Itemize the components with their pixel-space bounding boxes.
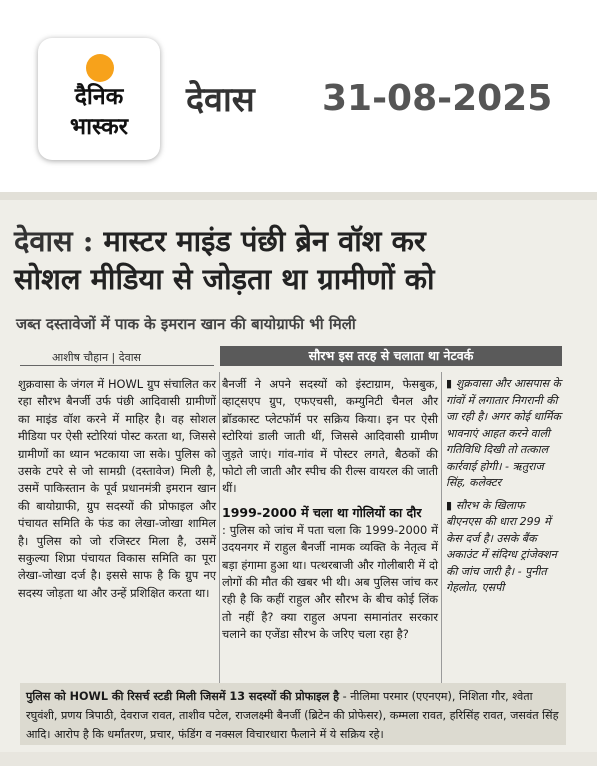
clipping-edge (0, 192, 597, 200)
byline-rule (20, 365, 214, 366)
sp-quote-text: सौरभ के खिलाफ बीएनएस की धारा 299 में केस दर्ज है। उसके बैंक अकाउंट में संदिग्ध ट्रांजेक्शन की जांच जारी है। - पुनीत गेहलोत, एसपी (446, 498, 557, 594)
headline-line-1-text: मास्टर माइंड पंछी ब्रेन वॉश कर (93, 224, 426, 258)
quote-bullet-icon: ▮ (446, 498, 456, 512)
byline: आशीष चौहान | देवास (52, 351, 141, 364)
collector-quote-text: शुक्रवासा और आसपास के गांवों में लगातार निगरानी की जा रही है। अगर कोई धार्मिक भावनाएं आहत करने वाली गतिविधि दिखी तो तत्काल कार्रवाई होगी। - ऋतुराज सिंह, कलेक्टर (446, 377, 561, 489)
dainik-bhaskar-logo[interactable] (38, 38, 160, 160)
sp-quote (446, 498, 562, 597)
quote-column (446, 376, 562, 603)
headline-prefix: देवास : (14, 224, 94, 258)
quote-bullet-icon: ▮ (446, 377, 456, 390)
footer-text: - नीलिमा परमार (एएनएम), निशिता गौर, श्वेता रघुवंशी, प्रणय त्रिपाठी, देवराज रावत, ताशीव पटेल, राजलक्ष्मी बैनर्जी (ब्रिटेन की प्रोफेसर), कम्मला रावत, हरिसिंह रावत, जसवंत सिंह आदि। आरोप है कि धर्मांतरण, प्रचार, फंडिंग व नक्सल विचारधारा फैलाने में ये सक्रिय रहे। (26, 690, 559, 741)
footer-box (20, 683, 566, 745)
headline-line-2: सोशल मीडिया से जोड़ता था ग्रामीणों को (14, 262, 435, 296)
logo-text-line1: दैनिक (74, 84, 124, 110)
article-column-1: शुक्रवासा के जंगल में HOWL ग्रुप संचालित कर रहा सौरभ बैनर्जी उर्फ पंछी आदिवासी ग्रामीणों का माइंड वॉश करने में माहिर है। वह सोशल मीडिया पर ऐसी स्टोरियां पोस्ट करता था, जिससे ग्रामीणों का ध्यान भटकाया जा सके। पुलिस को उसके टपरे से जो सामग्री (दस्तावेज) मिली है, उसमें पाकिस्तान के पूर्व प्रधानमंत्री इमरान खान की बायोग्राफी, ग्रुप सदस्यों की प्रोफाइल और पंचायत समिति के फंड का लेखा-जोखा शामिल है। पुलिस को जो रजिस्टर मिला है, उसमें सकुल्या शिप्रा पंचायत विकास समिति का पूरा लेखा-जोखा दर्ज है। इससे साफ है कि ग्रुप नए सदस्य जोड़ता था और उन्हें प्रशिक्षित करता था। (18, 377, 216, 600)
edition-city: देवास (186, 80, 255, 120)
section-banner: सौरभ इस तरह से चलाता था नेटवर्क (220, 346, 562, 366)
article-column-2 (222, 376, 438, 644)
footer-bold-text: पुलिस को HOWL की रिसर्च स्टडी मिली जिसमें 13 सदस्यों की प्रोफाइल है (26, 690, 340, 703)
column-divider (219, 372, 220, 684)
sun-icon (86, 54, 114, 82)
headline-line-1 (14, 224, 589, 258)
bottom-strip (0, 752, 597, 766)
edition-date: 31-08-2025 (322, 78, 553, 119)
column-2-paragraph-2: : पुलिस को जांच में पता चला कि 1999-2000 में उदयनगर में राहुल बैनर्जी नामक व्यक्ति के नेतृत्व में बड़ा हंगामा हुआ था। पत्थरबाजी और गोलीबारी में दो लोगों की मौत की खबर भी थी। अब पुलिस जांच कर रही है कि कहीं राहुल और सौरभ के बीच कोई लिंक तो नहीं है? क्या राहुल अपना समानांतर सरकार चलाने का एजेंडा सौरभ के जरिए चला रहा है? (222, 522, 438, 642)
app-header (0, 0, 597, 192)
column-2-paragraph-1: बैनर्जी ने अपने सदस्यों को इंस्टाग्राम, फेसबुक, व्हाट्सएप ग्रुप, एफएचसी, कम्युनिटी चैनल और ब्रॉडकास्ट प्लेटफॉर्म पर सक्रिय किया। इन पर ऐसी स्टोरियां डाली जाती थीं, जिससे आदिवासी ग्रामीण जुड़ते जाएं। गांव-गांव में पोस्टर लगते, बैठकों की फोटो ली जाती और स्पीच की रील्स वायरल की जाती थीं। (222, 377, 438, 496)
collector-quote (446, 376, 562, 492)
logo-text-line2: भास्कर (69, 114, 129, 140)
column-divider (441, 372, 442, 684)
subheadline: जब्त दस्तावेजों में पाक के इमरान खान की बायोग्राफी भी मिली (16, 315, 356, 333)
column-2-subheading: 1999-2000 में चला था गोलियों का दौर (222, 504, 422, 520)
